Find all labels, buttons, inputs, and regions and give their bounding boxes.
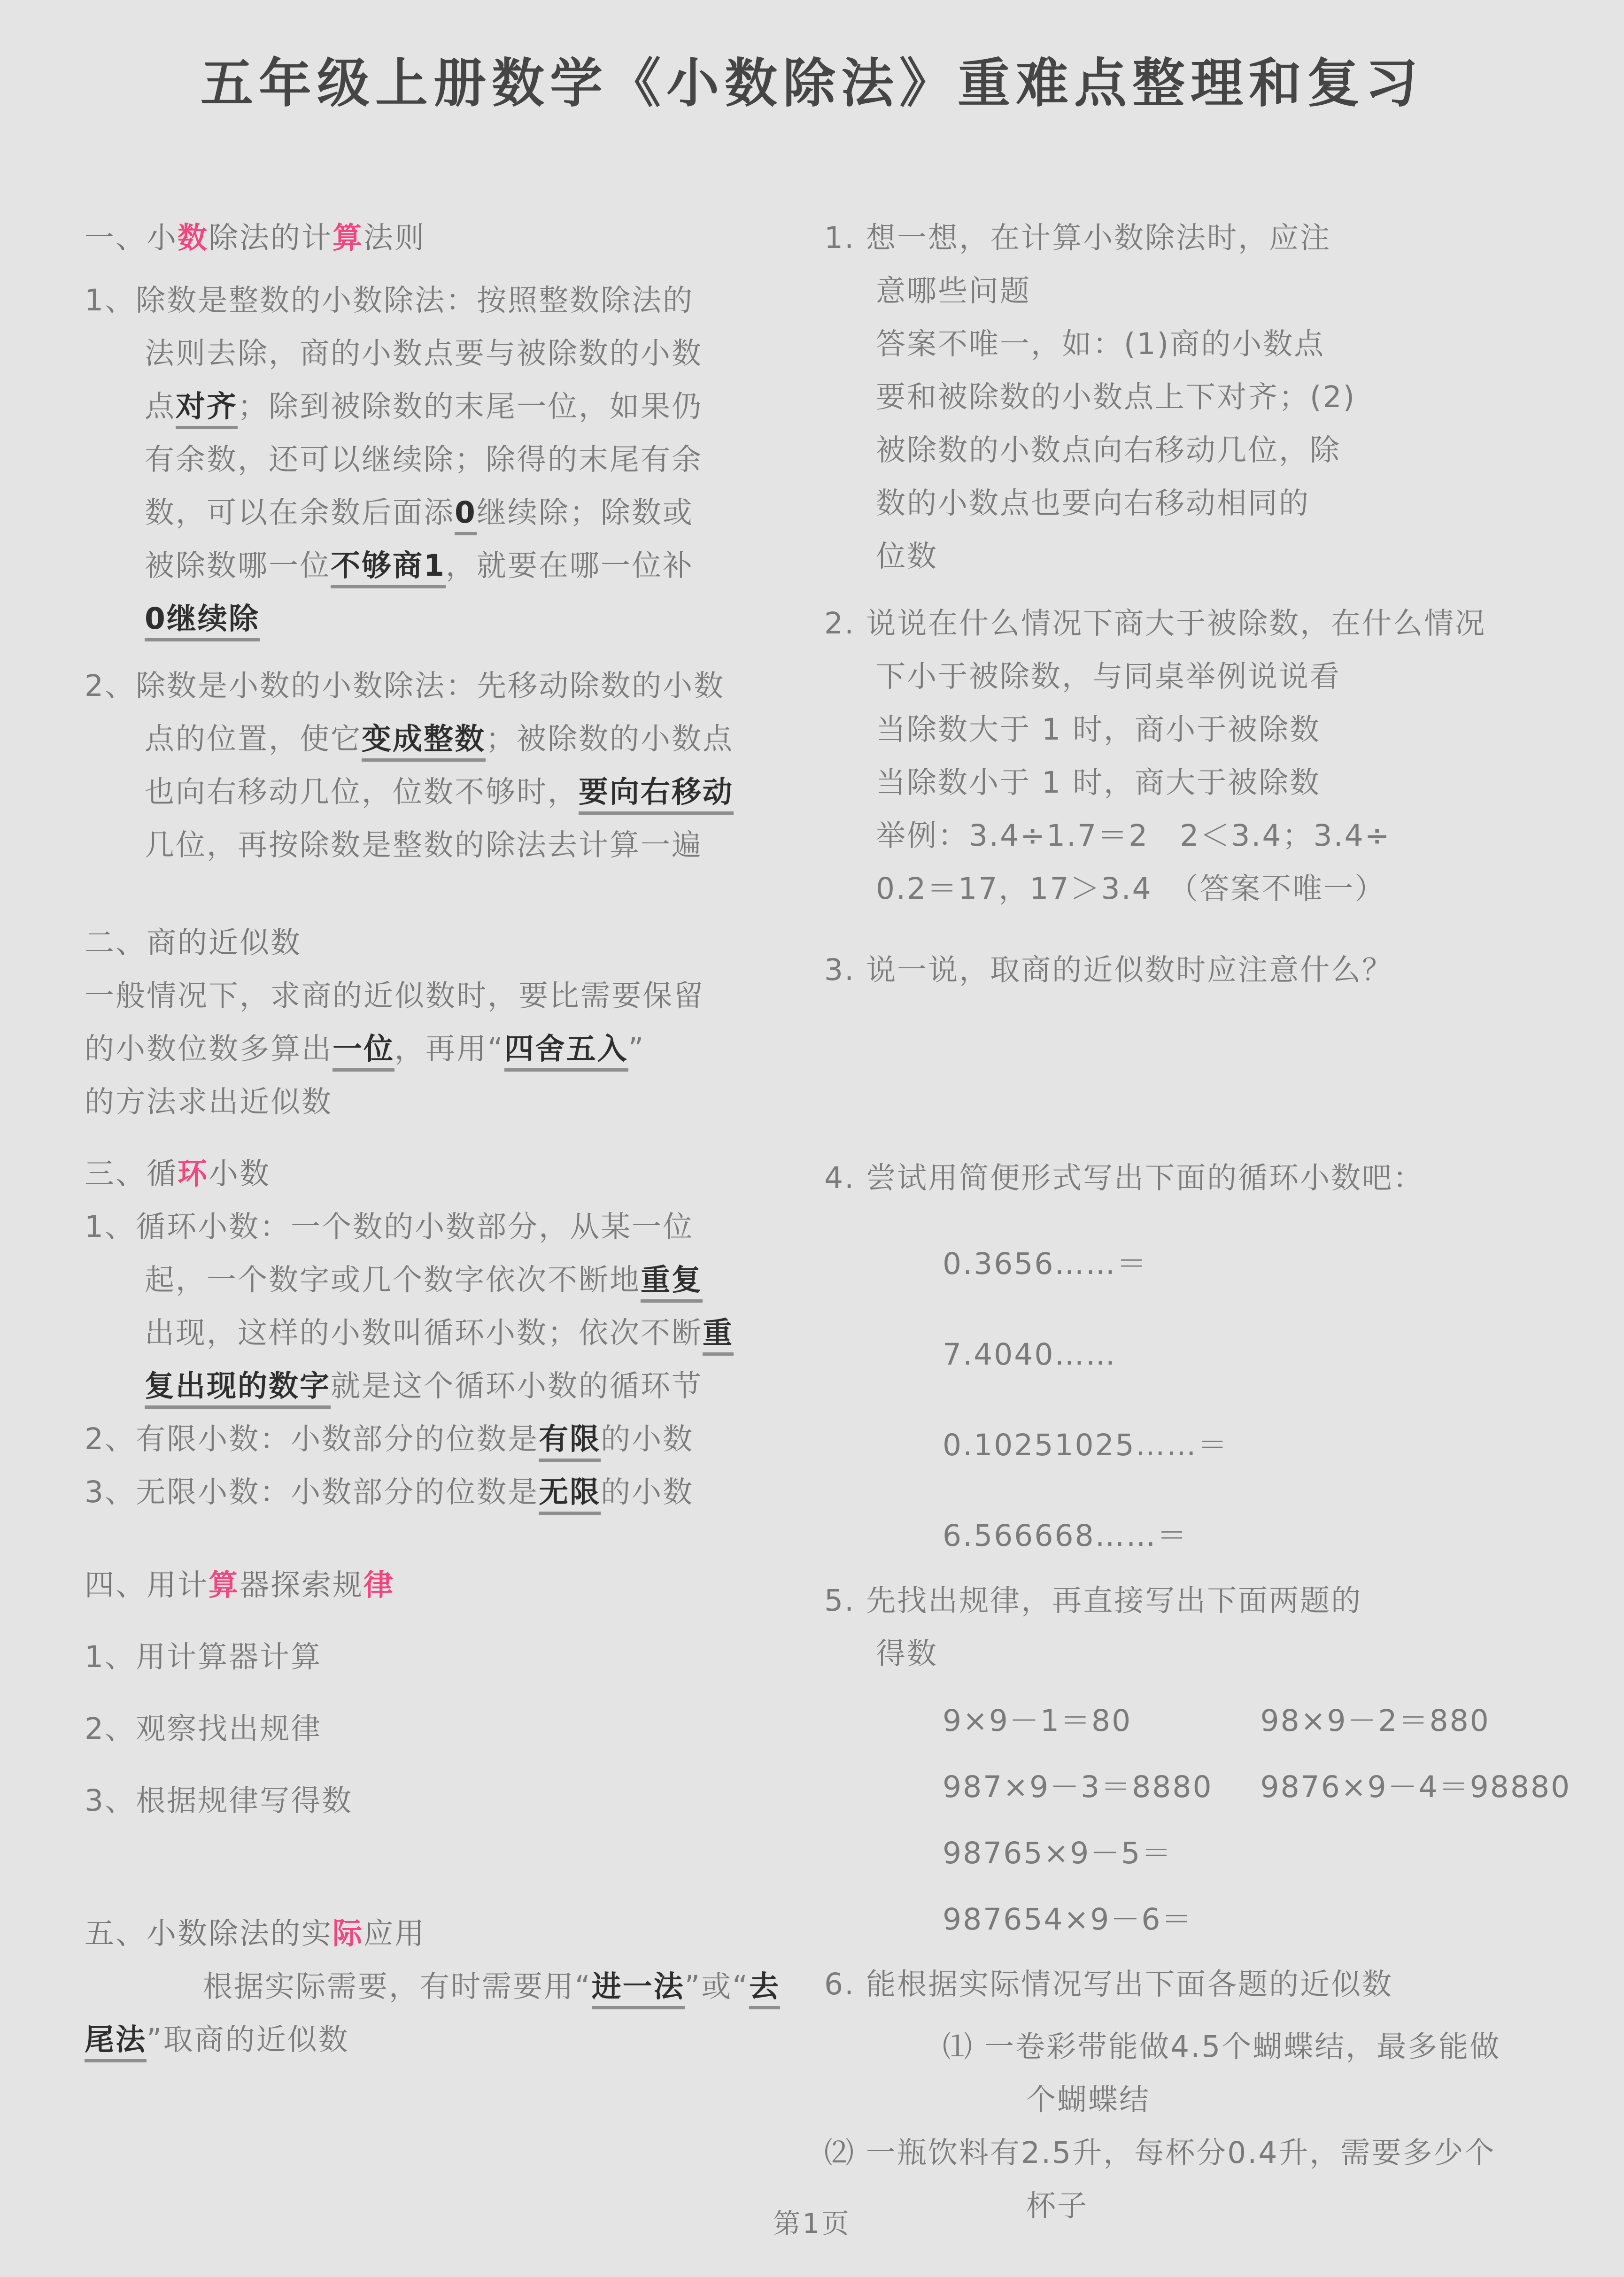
right-item4-sub2: 7.4040…… bbox=[943, 1337, 1117, 1372]
section3-heading: 三、循环小数 bbox=[85, 1157, 271, 1191]
left-column bbox=[85, 211, 810, 2066]
equation-6: 987654×9－6＝ bbox=[943, 1902, 1193, 1937]
equation-2: 98×9－2＝880 bbox=[1260, 1704, 1490, 1738]
section1-item2: 2、除数是小数的小数除法：先移动除数的小数 点的位置，使它变成整数；被除数的小数点 也向右移动几位，位数不够时，要向右移动 几位，再按除数是整数的除法去计算一遍 bbox=[85, 669, 734, 862]
right-item4-sub3: 0.10251025……＝ bbox=[943, 1428, 1229, 1462]
item6-sub2-line1: ⑵ 一瓶饮料有2.5升，每杯分0.4升，需要多少个 bbox=[824, 2136, 1496, 2170]
section2-heading: 二、商的近似数 bbox=[85, 926, 302, 960]
section5-line2: 尾法”取商的近似数 bbox=[85, 2022, 349, 2062]
equation-5: 98765×9－5＝ bbox=[943, 1836, 1173, 1870]
section5-heading: 五、小数除法的实际应用 bbox=[85, 1916, 425, 1951]
right-item4-sub4: 6.566668……＝ bbox=[943, 1519, 1188, 1553]
page-title: 五年级上册数学《小数除法》重难点整理和复习 bbox=[201, 53, 1423, 114]
item6-sub1-line2: 个蝴蝶结 bbox=[1026, 2083, 1150, 2117]
right-column bbox=[824, 211, 1578, 2232]
right-item3: 3. 说一说，取商的近似数时应注意什么？ bbox=[824, 953, 1393, 987]
section5-line1: 根据实际需要，有时需要用“进一法”或“去 bbox=[85, 1969, 780, 2004]
right-item5-heading: 5. 先找出规律，再直接写出下面两题的 得数 bbox=[824, 1583, 1362, 1671]
section5-paragraph bbox=[85, 1960, 810, 2066]
section4-item3: 3、根据规律写得数 bbox=[85, 1783, 353, 1818]
equation-row-1 bbox=[824, 1694, 1578, 1747]
page-number: 第1页 bbox=[773, 2208, 851, 2239]
section1-heading: 一、小数除法的计算法则 bbox=[85, 221, 425, 255]
section2-paragraph: 一般情况下，求商的近似数时，要比需要保留 的小数位数多算出一位，再用“四舍五入” 的方法求出近似数 bbox=[85, 979, 704, 1119]
right-item4-sub1: 0.3656……＝ bbox=[943, 1247, 1148, 1281]
right-item6-sub1 bbox=[824, 2020, 1578, 2126]
section4-item1: 1、用计算器计算 bbox=[85, 1640, 322, 1674]
section3-item1: 1、循环小数：一个数的小数部分，从某一位 起，一个数字或几个数字依次不断地重复 出现，这样的小数叫循环小数；依次不断重 复出现的数字就是这个循环小数的循环节 bbox=[85, 1200, 810, 1413]
item6-sub2-line2: 杯子 bbox=[1026, 2189, 1088, 2223]
right-item2: 2. 说说在什么情况下商大于被除数，在什么情况 下小于被除数，与同桌举例说说看 当除数大于 1 时，商小于被除数 当除数小于 1 时，商大于被除数 举例：3.4÷1.7＝2 2＜3.4；3.4÷ 0.2＝17，17＞3.4 （答案不唯一） bbox=[824, 606, 1486, 906]
section3-item2: 2、有限小数：小数部分的位数是有限的小数 bbox=[85, 1413, 810, 1466]
right-item4-heading: 4. 尝试用简便形式写出下面的循环小数吧： bbox=[824, 1161, 1424, 1195]
equation-1: 9×9－1＝80 bbox=[943, 1704, 1132, 1738]
section4-heading: 四、用计算器探索规律 bbox=[85, 1568, 394, 1602]
equation-row-2 bbox=[824, 1760, 1578, 1814]
section1-item1: 1、除数是整数的小数除法：按照整数除法的 法则去除，商的小数点要与被除数的小数 点对齐；除到被除数的末尾一位，如果仍 有余数，还可以继续除；除得的末尾有余 数，可以在余数后面添0继续除；除数或 被除数哪一位不够商1，就要在哪一位补 0继续除 bbox=[85, 274, 810, 645]
equation-4: 9876×9－4＝98880 bbox=[1260, 1770, 1571, 1804]
section4-item2: 2、观察找出规律 bbox=[85, 1712, 322, 1746]
item6-sub1-line1: ⑴ 一卷彩带能做4.5个蝴蝶结，最多能做 bbox=[943, 2030, 1501, 2064]
equation-3: 987×9－3＝8880 bbox=[943, 1770, 1213, 1804]
right-item6-heading: 6. 能根据实际情况写出下面各题的近似数 bbox=[824, 1967, 1393, 2001]
section3-item3: 3、无限小数：小数部分的位数是无限的小数 bbox=[85, 1466, 810, 1519]
right-item1: 1. 想一想，在计算小数除法时，应注 意哪些问题 答案不唯一，如：(1)商的小数点 要和被除数的小数点上下对齐；(2) 被除数的小数点向右移动几位，除 数的小数点也要向右移动相同的 位数 bbox=[824, 221, 1356, 573]
